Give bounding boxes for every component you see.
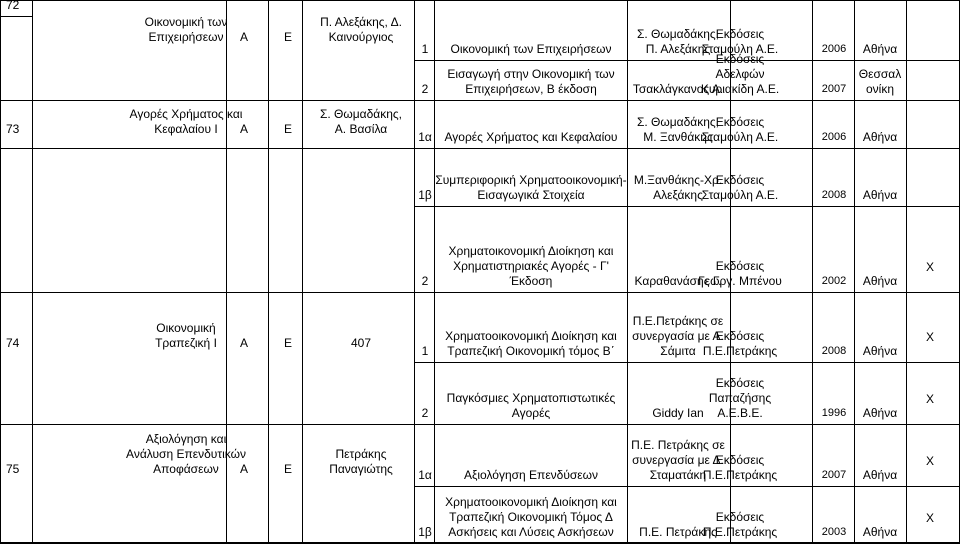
book-divider	[414, 292, 960, 293]
course-name: Επιχειρήσεων	[148, 30, 224, 44]
row-number: 74	[6, 336, 20, 350]
course-name: Οικονομική των	[144, 15, 228, 29]
book-city: Αθήνα	[862, 274, 898, 288]
book-author: Σταματάκη	[649, 468, 707, 482]
book-year: 2006	[821, 43, 847, 55]
book-author: Σάμιτα	[660, 344, 696, 358]
book-year: 1996	[821, 407, 847, 419]
grid-vline	[627, 0, 628, 543]
book-title: Οικονομική των Επιχειρήσεων	[450, 42, 612, 56]
book-city: Αθήνα	[862, 406, 898, 420]
book-year: 2008	[821, 189, 847, 201]
course-name: Αποφάσεων	[153, 462, 219, 476]
book-publisher: Κυριακίδη Α.Ε.	[700, 82, 780, 96]
course-name: Οικονομική	[156, 321, 216, 335]
book-year: 2008	[821, 345, 847, 357]
instructor-name: Παναγιώτης	[329, 462, 393, 476]
book-title: Ασκήσεις και Λύσεις Ασκήσεων	[448, 525, 614, 539]
book-publisher: Π.Ε.Πετράκης	[702, 344, 778, 358]
book-code: 1	[421, 42, 429, 56]
book-author: Μ. Ξανθάκης	[643, 130, 713, 144]
instructor-name: Πετράκης	[335, 447, 387, 461]
book-divider	[414, 206, 960, 207]
row-number: 72	[6, 0, 20, 12]
book-code: 1α	[418, 130, 432, 144]
book-publisher: Σταμούλη Α.Ε.	[701, 130, 779, 144]
book-divider	[414, 362, 960, 363]
book-title: Εισαγωγικά Στοιχεία	[477, 188, 585, 202]
book-city: Αθήνα	[862, 188, 898, 202]
instructor-name: Καινούργιος	[328, 30, 394, 44]
book-publisher: Π.Ε.Πετράκης	[702, 525, 778, 539]
row-number: 73	[6, 122, 20, 136]
book-publisher: Παπαζήσης	[708, 391, 772, 405]
selection-mark: Χ	[925, 392, 935, 406]
book-divider	[414, 424, 960, 425]
book-title: Αξιολόγηση Επενδύσεων	[463, 468, 599, 482]
book-publisher: Π.Ε.Πετράκης	[702, 468, 778, 482]
book-city: Αθήνα	[862, 42, 898, 56]
book-city: ονίκη	[865, 82, 895, 96]
book-code: 1β	[418, 188, 432, 202]
book-title: Αγορές Χρήματος και Κεφαλαίου	[444, 130, 618, 144]
book-title: Συμπεριφορική Χρηματοοικονομική-	[435, 173, 627, 187]
book-city: Αθήνα	[862, 130, 898, 144]
selection-mark: Χ	[925, 330, 935, 344]
book-author: Μ.Ξανθάκης-Χρ.	[633, 173, 723, 187]
book-title: Επιχειρήσεων, Β έκδοση	[465, 82, 597, 96]
instructor-name: Π. Αλεξάκης, Δ.	[320, 15, 402, 29]
book-year: 2007	[821, 469, 847, 481]
book-publisher: Εκδόσεις	[715, 259, 765, 273]
book-code: 1α	[418, 468, 432, 482]
book-author: Π.Ε. Πετράκης	[639, 525, 717, 539]
grid-hline	[0, 0, 960, 1]
book-title: Τραπεζική Οικονομική τόμος Β΄	[447, 344, 615, 358]
book-title: Χρηματιστηριακές Αγορές - Γ'	[453, 259, 609, 273]
book-divider	[414, 148, 960, 149]
book-publisher: Εκδόσεις	[715, 510, 765, 524]
selection-mark: Χ	[925, 260, 935, 274]
selection-mark: Χ	[925, 454, 935, 468]
grid-vline	[32, 0, 33, 543]
book-publisher: Εκδόσεις	[715, 376, 765, 390]
selection-mark: Χ	[925, 511, 935, 525]
book-code: 2	[421, 406, 429, 420]
book-author: συνεργασία με Α.	[632, 329, 724, 343]
book-code: 1β	[418, 525, 432, 539]
instructor-name: Σ. Θωμαδάκης,	[319, 107, 403, 121]
book-author: Τσακλάγκανος Α.	[632, 82, 724, 96]
grid-vline	[906, 0, 907, 543]
book-author: Π.Ε.Πετράκης σε	[632, 314, 724, 328]
book-title: Χρηματοοικονομική Διοίκηση και	[445, 329, 617, 343]
course-name: Αξιολόγηση και	[145, 432, 227, 446]
book-year: 2002	[821, 275, 847, 287]
book-title: Χρηματοικονομική Διοίκηση και	[448, 244, 614, 258]
grid-vline	[854, 0, 855, 543]
course-name: Κεφαλαίου Ι	[154, 122, 218, 136]
semester-a-mark: Α	[239, 30, 249, 44]
book-title: Έκδοση	[509, 274, 553, 288]
book-publisher: Εκδόσεις	[715, 453, 765, 467]
book-publisher: Εκδόσεις	[715, 27, 765, 41]
book-divider	[414, 100, 960, 101]
semester-e-mark: Ε	[283, 122, 293, 136]
book-author: Αλεξάκης	[653, 188, 703, 202]
semester-a-mark: Α	[239, 122, 249, 136]
book-title: Αγορές	[511, 406, 551, 420]
book-title: Χρηματοοικονομική Διοίκηση και	[445, 495, 617, 509]
book-city: Αθήνα	[862, 468, 898, 482]
book-author: Καραθανάσης Γ.	[634, 274, 722, 288]
grid-hline	[0, 16, 32, 17]
semester-e-mark: Ε	[283, 30, 293, 44]
grid-vline	[302, 0, 303, 543]
instructor-name: Α. Βασίλα	[334, 122, 388, 136]
grid-vline	[414, 0, 415, 543]
book-publisher: Α.Ε.Β.Ε.	[717, 406, 763, 420]
grid-vline	[268, 0, 269, 543]
book-city: Αθήνα	[862, 344, 898, 358]
book-code: 1	[421, 344, 429, 358]
book-title: Παγκόσμιες Χρηματοπιστωτικές	[446, 391, 616, 405]
book-publisher: Εκδόσεις	[715, 329, 765, 343]
book-city: Αθήνα	[862, 525, 898, 539]
grid-vline	[0, 0, 1, 543]
semester-e-mark: Ε	[283, 462, 293, 476]
semester-a-mark: Α	[239, 462, 249, 476]
book-title: Τραπεζική Οικονομική Τόμος Δ	[449, 510, 613, 524]
book-divider	[414, 60, 960, 61]
book-title: Εισαγωγή στην Οικονομική των	[447, 67, 615, 81]
book-publisher: Σταμούλη Α.Ε.	[701, 42, 779, 56]
book-city: Θεσσαλ	[858, 67, 902, 81]
book-publisher: Εκδόσεις	[715, 115, 765, 129]
book-author: Σ. Θωμαδάκης,	[636, 27, 720, 41]
book-author: Π. Αλεξάκης	[645, 42, 711, 56]
book-divider	[414, 486, 960, 487]
semester-e-mark: Ε	[283, 336, 293, 350]
semester-a-mark: Α	[239, 336, 249, 350]
book-author: Π.Ε. Πετράκης σε	[631, 438, 725, 452]
grid-vline	[434, 0, 435, 543]
book-year: 2003	[821, 526, 847, 538]
book-publisher: Γεωργ. Μπένου	[698, 274, 782, 288]
book-publisher: Εκδόσεις	[715, 173, 765, 187]
book-author: συνεργασία με Δ.	[632, 453, 724, 467]
book-year: 2007	[821, 83, 847, 95]
book-publisher: Σταμούλη Α.Ε.	[701, 188, 779, 202]
book-author: Giddy Ian	[652, 406, 704, 420]
book-code: 2	[421, 82, 429, 96]
course-name: Αγορές Χρήματος και	[129, 107, 243, 121]
book-code: 2	[421, 274, 429, 288]
course-name: Τραπεζική Ι	[155, 336, 217, 350]
row-number: 75	[6, 462, 20, 476]
book-publisher: Αδελφών	[715, 67, 765, 81]
book-publisher: Εκδόσεις	[715, 52, 765, 66]
instructor-name: 407	[350, 336, 372, 350]
course-name: Ανάλυση Επενδυτικών	[126, 447, 246, 461]
book-author: Σ. Θωμαδάκης,	[636, 115, 720, 129]
book-year: 2006	[821, 131, 847, 143]
grid-vline	[812, 0, 813, 543]
